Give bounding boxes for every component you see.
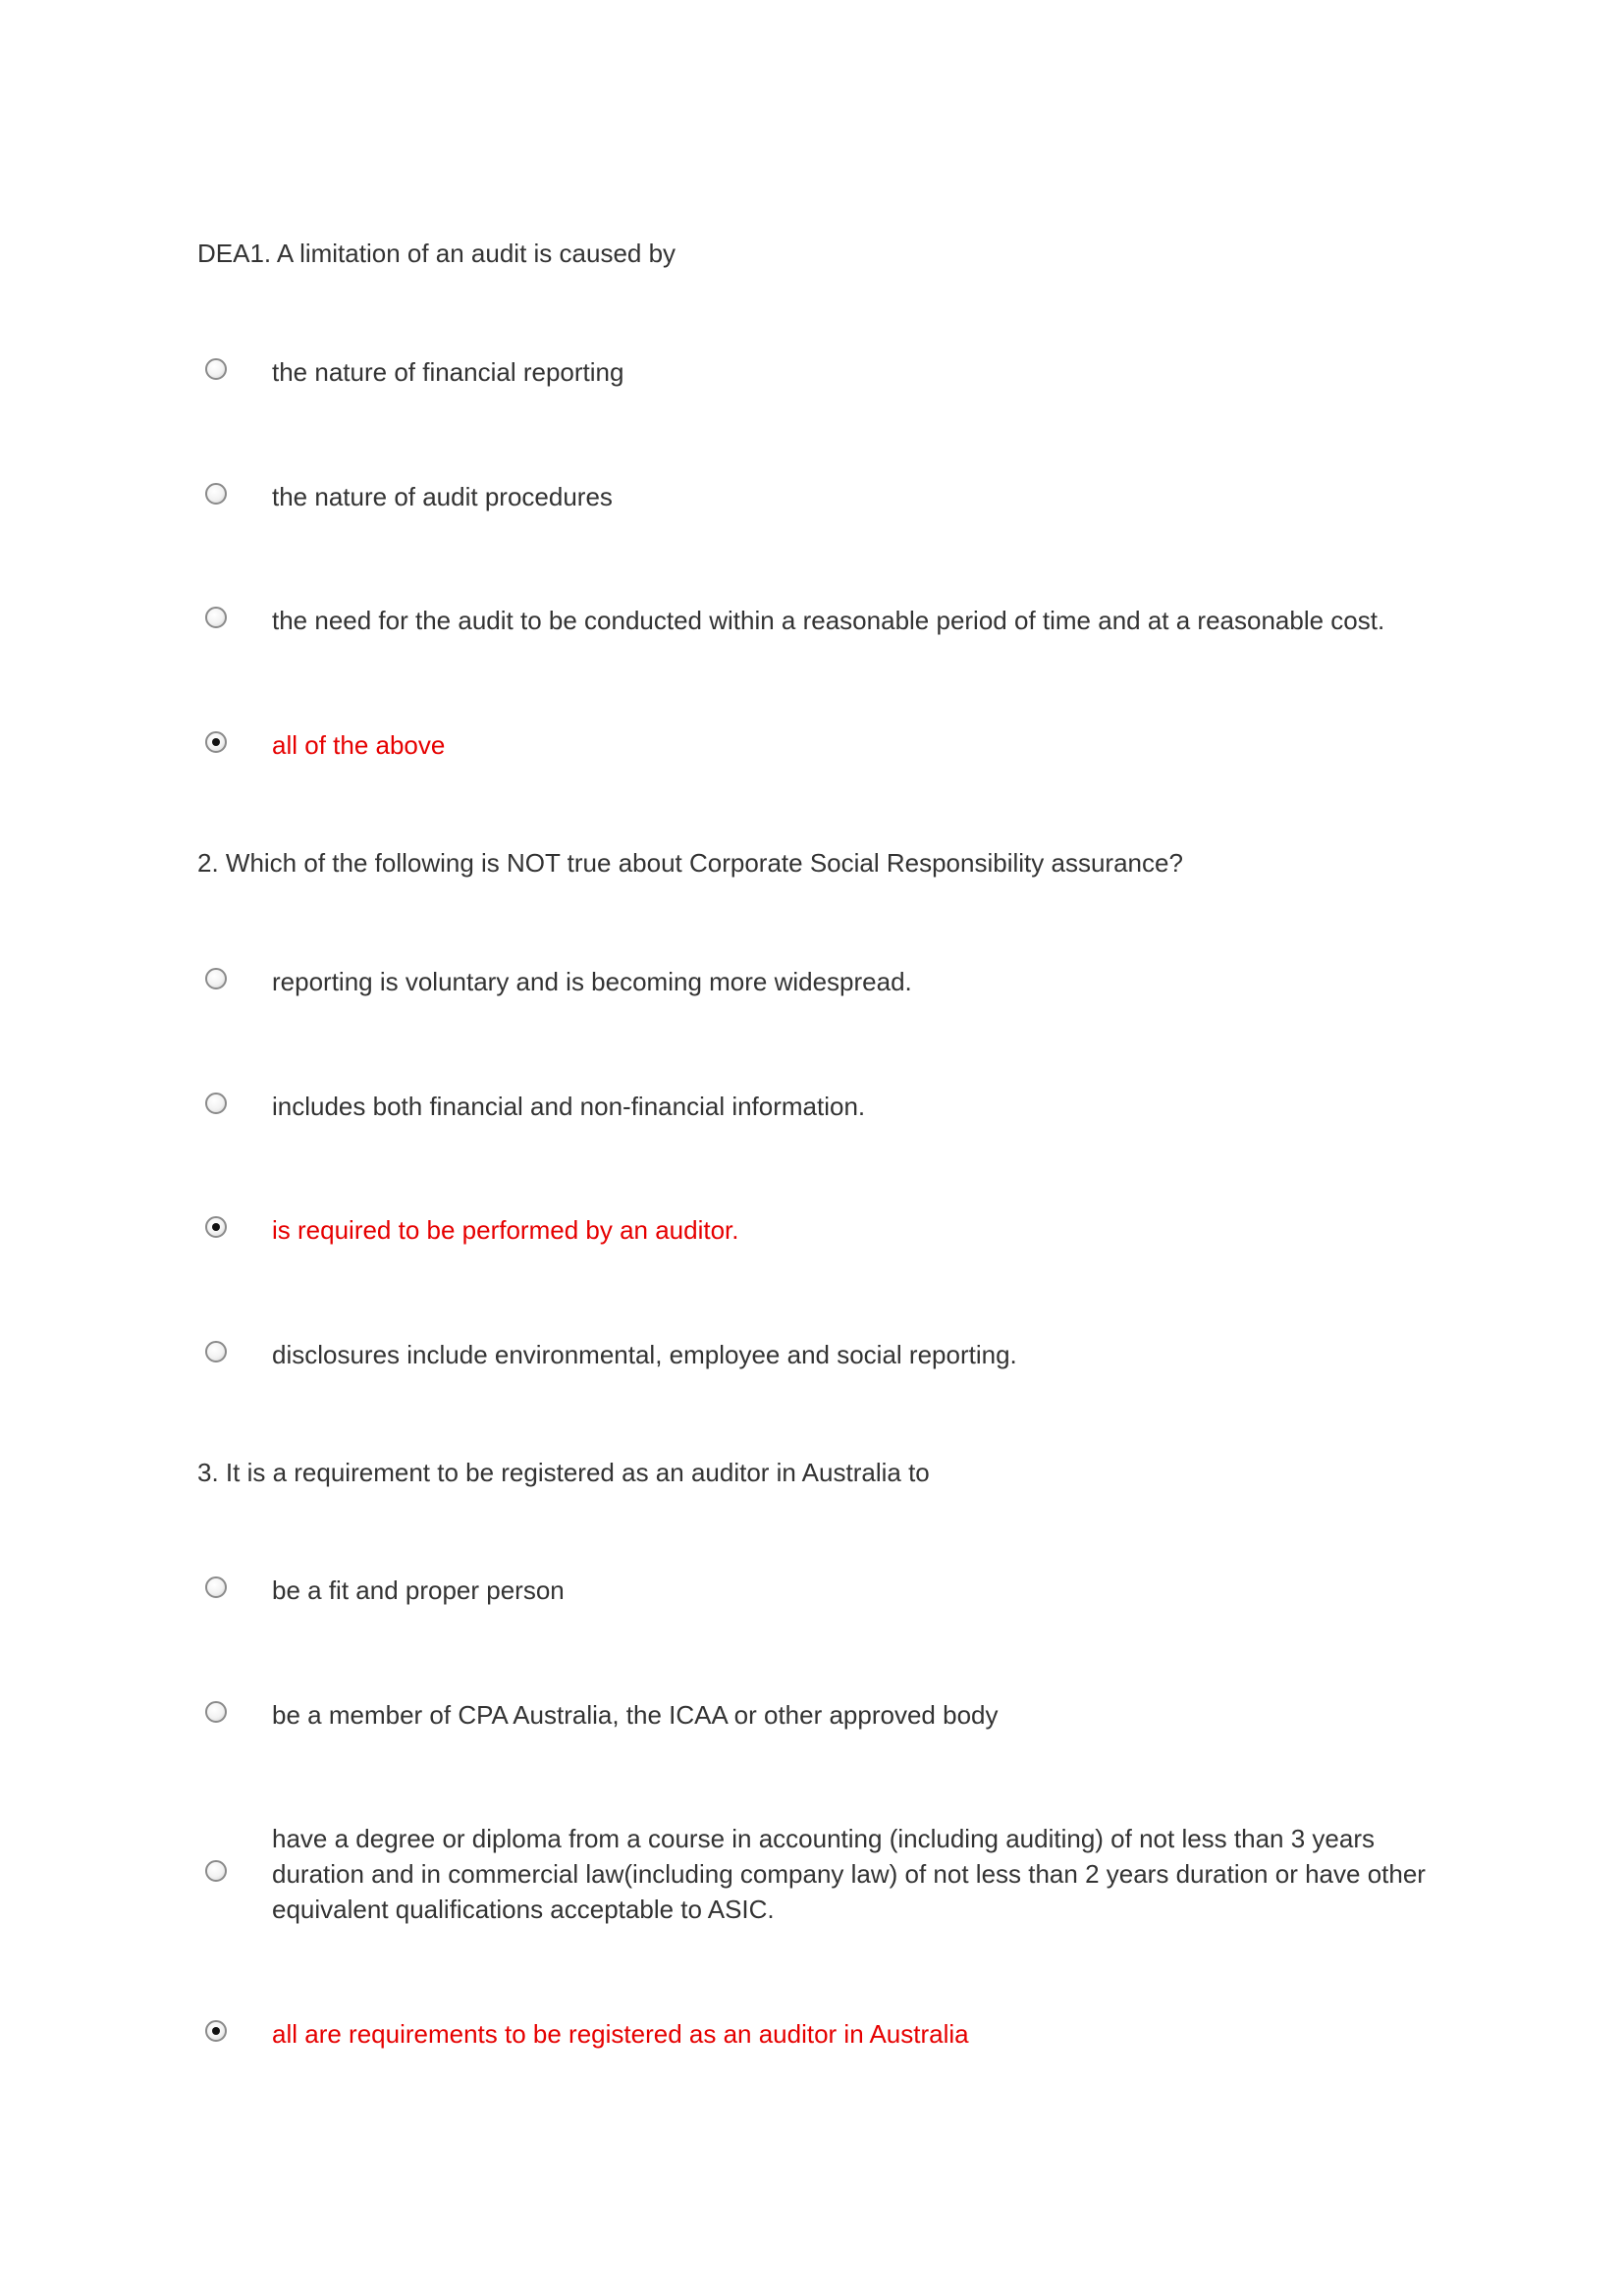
radio-button-checked-icon[interactable] <box>205 731 227 753</box>
question-1-option-4[interactable] <box>197 727 1474 763</box>
option-label-selected: all are requirements to be registered as an auditor in Australia <box>272 2019 969 2049</box>
question-3-option-4[interactable] <box>197 2016 1474 2052</box>
radio-button-icon[interactable] <box>205 607 227 628</box>
question-2-option-4[interactable] <box>197 1337 1474 1372</box>
radio-button-icon[interactable] <box>205 358 227 380</box>
option-label: includes both financial and non-financial information. <box>272 1092 866 1121</box>
question-2-option-1[interactable] <box>197 964 1474 999</box>
question-1-option-3[interactable] <box>197 603 1474 638</box>
radio-button-checked-icon[interactable] <box>205 2020 227 2042</box>
radio-button-icon[interactable] <box>205 1576 227 1598</box>
question-2-option-2[interactable] <box>197 1089 1474 1124</box>
question-1-option-1[interactable] <box>197 354 1474 390</box>
option-label: the nature of financial reporting <box>272 357 624 387</box>
radio-button-icon[interactable] <box>205 1093 227 1114</box>
question-3-option-3[interactable] <box>197 1821 1474 1927</box>
option-label: be a member of CPA Australia, the ICAA or other approved body <box>272 1700 999 1730</box>
radio-button-icon[interactable] <box>205 1860 227 1882</box>
question-2-title: 2. Which of the following is NOT true about Corporate Social Responsibility assurance? <box>197 848 1183 878</box>
question-3-title: 3. It is a requirement to be registered as an auditor in Australia to <box>197 1458 930 1487</box>
option-label: be a fit and proper person <box>272 1575 565 1605</box>
radio-button-icon[interactable] <box>205 1701 227 1723</box>
option-label: the nature of audit procedures <box>272 482 613 511</box>
radio-button-checked-icon[interactable] <box>205 1216 227 1238</box>
option-label: disclosures include environmental, employee and social reporting. <box>272 1340 1017 1369</box>
question-1-title: DEA1. A limitation of an audit is caused by <box>197 239 676 268</box>
question-3-option-1[interactable] <box>197 1573 1474 1608</box>
option-label: have a degree or diploma from a course in accounting (including auditing) of not less than 3 years duration and in commercial law(including company law) of not less than 2 years duration or have other equivalent qualifications acceptable to ASIC. <box>272 1824 1426 1924</box>
option-label-selected: all of the above <box>272 730 446 760</box>
radio-button-icon[interactable] <box>205 483 227 505</box>
question-2-option-3[interactable] <box>197 1212 1474 1248</box>
option-label: reporting is voluntary and is becoming more widespread. <box>272 967 912 996</box>
question-3-option-2[interactable] <box>197 1697 1474 1733</box>
option-label-selected: is required to be performed by an auditor. <box>272 1215 739 1245</box>
option-label: the need for the audit to be conducted within a reasonable period of time and at a reasonable cost. <box>272 606 1385 635</box>
radio-button-icon[interactable] <box>205 1341 227 1362</box>
radio-button-icon[interactable] <box>205 968 227 989</box>
question-1-option-2[interactable] <box>197 479 1474 514</box>
